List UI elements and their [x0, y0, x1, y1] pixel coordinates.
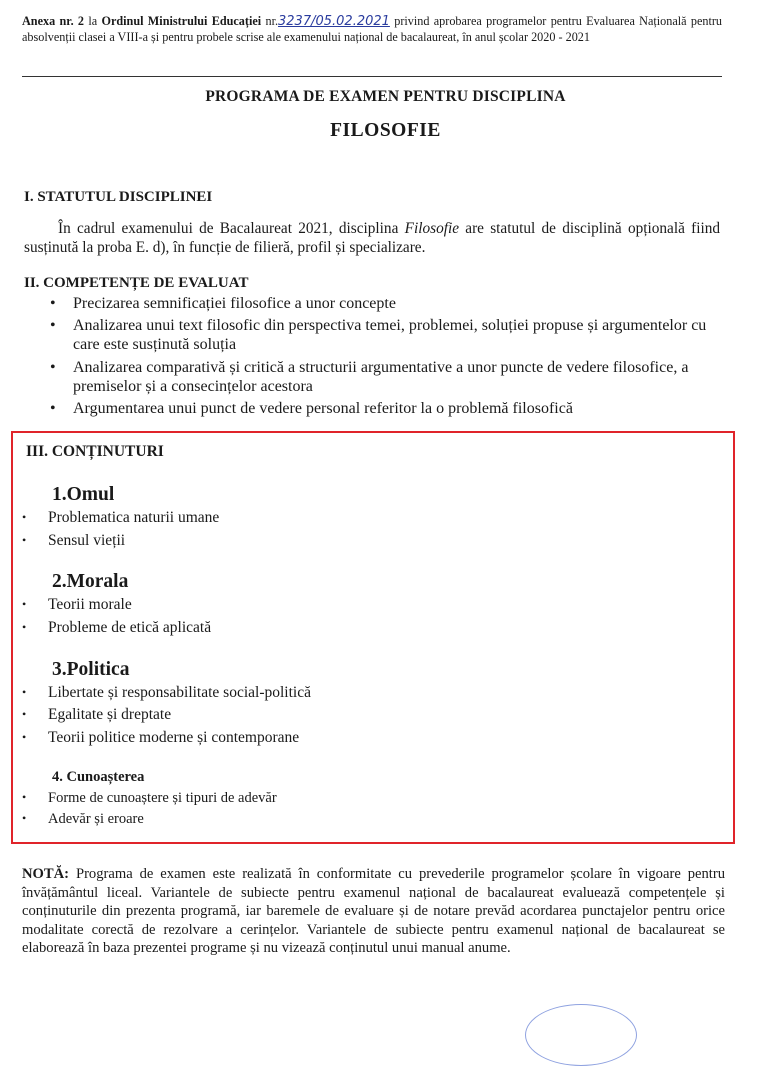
bullet-icon: • — [22, 533, 27, 547]
list-item: • Teorii politice moderne și contemporane — [22, 729, 300, 746]
list-item: • Probleme de etică aplicată — [22, 619, 212, 636]
nr-label: nr. — [265, 14, 279, 28]
list-item: • Argumentarea unui punct de vedere personal referitor la o problemă filosofică — [50, 399, 720, 418]
list-item: • Problematica naturii umane — [22, 509, 220, 526]
list-item: • Forme de cunoaștere și tipuri de adevăr — [22, 790, 277, 806]
la-word: la — [88, 14, 98, 28]
topic-title: 1.Omul — [52, 484, 115, 505]
document-header — [22, 14, 722, 45]
section-1-text-before: În cadrul examenului de Bacalaureat 2021, disciplina — [58, 220, 399, 237]
anexa-label: Anexa nr. 2 — [22, 14, 85, 28]
section-1-paragraph — [24, 219, 720, 257]
section-3-title: III. CONȚINUTURI — [26, 443, 164, 460]
ordin-label: Ordinul Ministrului Educației — [101, 14, 262, 28]
discipline-title: FILOSOFIE — [330, 120, 441, 141]
topic-title: 2.Morala — [52, 571, 129, 592]
list-item: • Analizarea comparativă și critică a structurii argumentative a unor puncte de vedere filosofice, a premiselor și a consecințelor acestora — [50, 358, 720, 396]
bullet-icon: • — [22, 597, 27, 611]
note-label: NOTĂ: — [22, 866, 70, 882]
section-2-title: II. COMPETENȚE DE EVALUAT — [24, 275, 249, 291]
note-paragraph — [22, 865, 725, 958]
section-1-title: I. STATUTUL DISCIPLINEI — [24, 189, 213, 205]
topic-title: 3.Politica — [52, 659, 130, 680]
topic-title: 4. Cunoașterea — [52, 769, 145, 785]
bullet-icon: • — [22, 685, 27, 699]
header-description: privind aprobarea programelor pentru Evaluarea Națională pentru absolvenții clasei a VIII-a și pentru probele scrise ale examenului național de bacalaureat, în anul școlar 2020 - 2021 — [22, 14, 723, 44]
list-item: • Adevăr și eroare — [22, 811, 144, 827]
list-item: • Analizarea unui text filosofic din perspectiva temei, problemei, soluției propuse și argumentelor cu care este susținută soluția — [50, 316, 720, 354]
bullet-icon: • — [22, 811, 27, 825]
stamp-icon — [525, 1004, 637, 1066]
bullet-icon: • — [22, 510, 27, 524]
list-item: • Libertate și responsabilitate social-politică — [22, 684, 311, 701]
program-title: PROGRAMA DE EXAMEN PENTRU DISCIPLINA — [205, 88, 566, 105]
note-text: Programa de examen este realizată în conformitate cu prevederile programelor școlare în vigoare pentru învățământul liceal. Variantele de subiecte pentru examenul național de bacalaureat evaluează competențele și conținuturile din prezenta programă, iar baremele de evaluare și de notare prevăd acordarea punctajelor pentru orice modalitate corectă de rezolvare a cerințelor. Variantele de subiecte pentru examenul național de bacalaureat se elaborează în baza prezentei programe și nu vizează conținutul unui manual anume. — [22, 866, 725, 957]
bullet-icon: • — [22, 790, 27, 804]
list-item: • Teorii morale — [22, 596, 132, 613]
bullet-icon: • — [22, 707, 27, 721]
list-item: • Egalitate și dreptate — [22, 706, 172, 723]
header-divider — [22, 76, 722, 77]
section-1-text-after: are statutul de disciplină opțională fiind susținută la proba E. d), în funcție de filieră, profil și specializare. — [24, 220, 721, 256]
list-item: • Sensul vieții — [22, 532, 126, 549]
handwritten-order-number: 3237/05.02.2021 — [278, 14, 390, 29]
bullet-icon: • — [22, 620, 27, 634]
bullet-icon: • — [22, 730, 27, 744]
section-1-discipline-name: Filosofie — [404, 220, 460, 237]
competences-list — [50, 294, 720, 421]
list-item: • Precizarea semnificației filosofice a unor concepte — [50, 294, 720, 313]
